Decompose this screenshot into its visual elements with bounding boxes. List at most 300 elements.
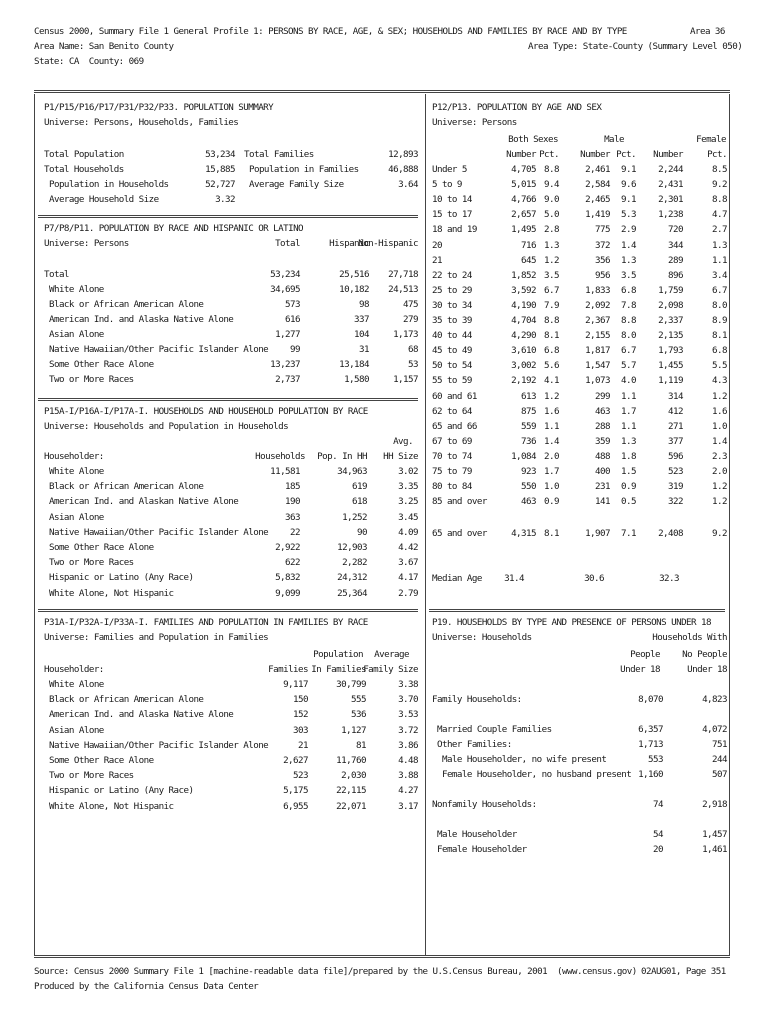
col-header-average-top: Average xyxy=(374,649,409,660)
age-male-number: 463 xyxy=(595,405,610,417)
age-both-number: 4,704 xyxy=(511,315,536,326)
age-male-number: 2,367 xyxy=(585,315,610,326)
age-both-number: 550 xyxy=(521,481,536,493)
hh-type-no-children: 4,823 xyxy=(702,694,727,705)
age-label: 65 and over xyxy=(432,528,487,539)
race-label: Two or More Races xyxy=(44,374,134,385)
age-label: 18 and 19 xyxy=(432,224,477,236)
age-male-pct: 9.6 xyxy=(621,179,636,191)
race-hispanic: 1,580 xyxy=(344,374,369,385)
age-both-pct: 8.8 xyxy=(544,315,559,326)
race-label: White Alone xyxy=(44,284,104,295)
fam-race-label: Some Other Race Alone xyxy=(44,755,154,766)
race-hispanic: 104 xyxy=(354,329,369,340)
age-label: 70 to 74 xyxy=(432,450,472,462)
section-title-fam-race: P31A-I/P32A-I/P33A-I. FAMILIES AND POPULATION IN FAMILIES BY RACE xyxy=(44,617,368,628)
age-female-number: 2,244 xyxy=(658,164,683,175)
hh-race-households: 11,581 xyxy=(270,466,300,477)
col-header-number-both: Number xyxy=(506,149,536,160)
col-header-number-female: Number xyxy=(653,149,683,160)
age-male-number: 1,073 xyxy=(585,375,610,387)
age-female-pct: 1.4 xyxy=(712,435,727,447)
race-total: 13,237 xyxy=(270,359,300,370)
age-both-number: 2,192 xyxy=(511,375,536,387)
age-label: 85 and over xyxy=(432,496,487,508)
age-female-pct: 8.8 xyxy=(712,194,727,206)
fam-race-families: 150 xyxy=(293,694,308,706)
fam-race-pop: 22,071 xyxy=(336,800,366,812)
age-male-number: 1,833 xyxy=(585,284,610,296)
age-both-pct: 5.0 xyxy=(544,209,559,221)
fam-race-families: 152 xyxy=(293,709,308,721)
fam-race-label: American Ind. and Alaska Native Alone xyxy=(44,709,234,721)
age-both-number: 3,592 xyxy=(511,284,536,296)
median-age-label: Median Age xyxy=(432,573,482,584)
hh-race-label: Hispanic or Latino (Any Race) xyxy=(44,572,194,584)
age-both-pct: 9.0 xyxy=(544,194,559,206)
hh-race-households: 22 xyxy=(290,526,300,538)
right-border xyxy=(729,94,730,956)
age-both-number: 1,495 xyxy=(511,224,536,236)
race-non-hispanic: 1,173 xyxy=(393,329,418,340)
divider-hh-race xyxy=(38,398,418,401)
age-male-number: 1,907 xyxy=(585,528,610,539)
hh-type-with-children: 54 xyxy=(653,829,663,840)
age-female-number: 412 xyxy=(668,405,683,417)
row-label-fam-householder: Householder: xyxy=(44,664,104,675)
age-both-number: 3,002 xyxy=(511,360,536,372)
hh-race-size: 4.09 xyxy=(398,526,418,538)
age-both-pct: 1.0 xyxy=(544,481,559,493)
hh-type-no-children: 1,461 xyxy=(702,844,727,855)
summary-label: Population in Families xyxy=(244,164,359,175)
universe-race: Universe: Persons xyxy=(44,238,129,249)
col-header-people: People xyxy=(630,649,660,660)
age-male-pct: 8.0 xyxy=(621,330,636,342)
fam-race-size: 4.27 xyxy=(398,785,418,797)
col-header-both-sexes: Both Sexes xyxy=(508,134,558,145)
age-male-number: 359 xyxy=(595,435,610,447)
age-male-pct: 5.7 xyxy=(621,360,636,372)
race-total: 34,695 xyxy=(270,284,300,295)
age-label: 5 to 9 xyxy=(432,179,462,191)
summary-label: Total Households xyxy=(44,164,124,175)
producer-note: Produced by the California Census Data Center xyxy=(34,981,259,992)
age-female-number: 314 xyxy=(668,390,683,402)
age-male-number: 488 xyxy=(595,450,610,462)
col-header-no-people: No People xyxy=(682,649,727,660)
age-both-pct: 1.2 xyxy=(544,390,559,402)
age-both-number: 1,084 xyxy=(511,450,536,462)
age-male-number: 2,584 xyxy=(585,179,610,191)
age-both-number: 559 xyxy=(521,420,536,432)
age-female-number: 2,135 xyxy=(658,330,683,342)
age-both-number: 4,290 xyxy=(511,330,536,342)
median-age-male: 30.6 xyxy=(584,573,604,584)
age-label: 75 to 79 xyxy=(432,466,472,477)
age-both-number: 4,315 xyxy=(511,528,536,539)
age-both-pct: 6.7 xyxy=(544,284,559,296)
row-label-householder: Householder: xyxy=(44,451,104,462)
age-both-pct: 2.8 xyxy=(544,224,559,236)
age-male-pct: 1.3 xyxy=(621,435,636,447)
summary-value: 46,888 xyxy=(388,164,418,175)
fam-race-label: Native Hawaiian/Other Pacific Islander Alone xyxy=(44,739,269,751)
age-label: 45 to 49 xyxy=(432,345,472,357)
age-male-number: 299 xyxy=(595,390,610,402)
col-header-non-hispanic: Non-Hispanic xyxy=(358,238,418,249)
age-both-number: 1,852 xyxy=(511,269,536,281)
age-label: 30 to 34 xyxy=(432,299,472,311)
hh-race-label: Black or African American Alone xyxy=(44,481,204,493)
summary-value: 15,885 xyxy=(205,164,235,175)
hh-race-pop: 24,312 xyxy=(337,572,367,584)
age-both-pct: 1.7 xyxy=(544,466,559,477)
fam-race-families: 9,117 xyxy=(283,679,308,690)
col-header-family-size: Family Size xyxy=(363,664,418,675)
age-both-pct: 4.1 xyxy=(544,375,559,387)
age-label: 80 to 84 xyxy=(432,481,472,493)
fam-race-families: 21 xyxy=(298,739,308,751)
hh-race-label: Two or More Races xyxy=(44,557,134,569)
age-female-pct: 9.2 xyxy=(712,528,727,539)
age-female-number: 720 xyxy=(668,224,683,236)
hh-type-no-children: 4,072 xyxy=(702,724,727,735)
race-non-hispanic: 24,513 xyxy=(388,284,418,295)
col-header-hispanic: Hispanic xyxy=(329,238,369,249)
age-male-pct: 6.8 xyxy=(621,284,636,296)
fam-race-label: Asian Alone xyxy=(44,724,104,736)
age-female-pct: 8.0 xyxy=(712,299,727,311)
age-both-pct: 9.4 xyxy=(544,179,559,191)
age-female-number: 1,119 xyxy=(658,375,683,387)
fam-race-families: 523 xyxy=(293,770,308,782)
age-label: 21 xyxy=(432,254,442,266)
col-header-households-with: Households With xyxy=(652,632,727,643)
age-both-pct: 6.8 xyxy=(544,345,559,357)
age-female-number: 2,337 xyxy=(658,315,683,326)
universe-hh-race: Universe: Households and Population in Households xyxy=(44,421,289,432)
divider-fam-race xyxy=(38,609,418,612)
col-header-pop-in-hh: Pop. In HH xyxy=(317,451,367,462)
age-male-number: 400 xyxy=(595,466,610,477)
hh-race-households: 185 xyxy=(285,481,300,493)
fam-race-size: 3.88 xyxy=(398,770,418,782)
fam-race-label: Hispanic or Latino (Any Race) xyxy=(44,785,194,797)
hh-race-size: 3.25 xyxy=(398,496,418,508)
area-number: Area 36 xyxy=(690,26,725,37)
age-label: 65 and 66 xyxy=(432,420,477,432)
age-label: Under 5 xyxy=(432,164,467,175)
age-female-pct: 1.2 xyxy=(712,390,727,402)
hh-type-with-children: 74 xyxy=(653,799,663,810)
col-header-female: Female xyxy=(696,134,726,145)
hh-type-with-children: 553 xyxy=(648,754,663,765)
age-male-pct: 1.1 xyxy=(621,390,636,402)
age-both-number: 4,766 xyxy=(511,194,536,206)
summary-value: 12,893 xyxy=(388,149,418,160)
age-female-pct: 1.2 xyxy=(712,481,727,493)
age-male-number: 2,465 xyxy=(585,194,610,206)
race-label: Native Hawaiian/Other Pacific Islander Alone xyxy=(44,344,269,355)
age-both-pct: 1.6 xyxy=(544,405,559,417)
hh-type-no-children: 507 xyxy=(712,769,727,780)
age-both-pct: 8.1 xyxy=(544,330,559,342)
age-label: 67 to 69 xyxy=(432,435,472,447)
fam-race-label: White Alone xyxy=(44,679,104,690)
age-label: 40 to 44 xyxy=(432,330,472,342)
race-label: Asian Alone xyxy=(44,329,104,340)
hh-race-pop: 618 xyxy=(352,496,367,508)
age-label: 50 to 54 xyxy=(432,360,472,372)
age-female-pct: 2.3 xyxy=(712,450,727,462)
race-label: Some Other Race Alone xyxy=(44,359,154,370)
age-female-number: 2,431 xyxy=(658,179,683,191)
age-both-number: 463 xyxy=(521,496,536,508)
col-header-under18-b: Under 18 xyxy=(687,664,727,675)
hh-race-size: 3.67 xyxy=(398,557,418,569)
area-type: Area Type: State-County (Summary Level 050) xyxy=(528,41,743,52)
divider-hh-type xyxy=(429,609,725,612)
summary-label: Population in Households xyxy=(44,179,169,190)
age-male-pct: 1.7 xyxy=(621,405,636,417)
summary-label: Total Population xyxy=(44,149,124,160)
age-female-pct: 6.7 xyxy=(712,284,727,296)
fam-race-size: 3.17 xyxy=(398,800,418,812)
race-hispanic: 31 xyxy=(359,344,369,355)
age-both-number: 736 xyxy=(521,435,536,447)
age-both-pct: 2.0 xyxy=(544,450,559,462)
age-male-pct: 4.0 xyxy=(621,375,636,387)
hh-type-label: Female Householder, no husband present xyxy=(432,769,632,780)
age-male-pct: 1.8 xyxy=(621,450,636,462)
age-female-number: 1,759 xyxy=(658,284,683,296)
age-female-number: 1,793 xyxy=(658,345,683,357)
age-both-pct: 1.2 xyxy=(544,254,559,266)
age-female-number: 319 xyxy=(668,481,683,493)
hh-type-no-children: 1,457 xyxy=(702,829,727,840)
age-female-number: 2,098 xyxy=(658,299,683,311)
fam-race-pop: 30,799 xyxy=(336,679,366,690)
age-both-number: 3,610 xyxy=(511,345,536,357)
fam-race-label: Black or African American Alone xyxy=(44,694,204,706)
col-header-population-top: Population xyxy=(313,649,363,660)
hh-type-with-children: 1,160 xyxy=(638,769,663,780)
summary-value: 3.64 xyxy=(398,179,418,190)
col-header-households: Households xyxy=(255,451,305,462)
age-both-number: 2,657 xyxy=(511,209,536,221)
age-female-number: 271 xyxy=(668,420,683,432)
age-female-number: 1,455 xyxy=(658,360,683,372)
age-male-pct: 1.1 xyxy=(621,420,636,432)
age-female-pct: 8.1 xyxy=(712,330,727,342)
age-female-pct: 8.5 xyxy=(712,164,727,175)
hh-race-label: White Alone, Not Hispanic xyxy=(44,587,174,599)
race-non-hispanic: 68 xyxy=(408,344,418,355)
hh-race-size: 3.45 xyxy=(398,511,418,523)
race-non-hispanic: 27,718 xyxy=(388,269,418,280)
universe-pop-summary: Universe: Persons, Households, Families xyxy=(44,117,239,128)
divider-race xyxy=(38,215,418,218)
age-male-pct: 1.3 xyxy=(621,254,636,266)
hh-type-with-children: 8,070 xyxy=(638,694,663,705)
age-male-pct: 1.4 xyxy=(621,239,636,251)
summary-label: Average Household Size xyxy=(44,194,159,205)
age-male-pct: 3.5 xyxy=(621,269,636,281)
age-female-pct: 6.8 xyxy=(712,345,727,357)
top-rule xyxy=(34,90,730,93)
age-male-number: 2,155 xyxy=(585,330,610,342)
age-label: 35 to 39 xyxy=(432,315,472,326)
age-female-pct: 1.0 xyxy=(712,420,727,432)
hh-race-label: Native Hawaiian/Other Pacific Islander Alone xyxy=(44,526,269,538)
age-female-number: 377 xyxy=(668,435,683,447)
age-female-number: 896 xyxy=(668,269,683,281)
age-male-pct: 2.9 xyxy=(621,224,636,236)
fam-race-pop: 536 xyxy=(351,709,366,721)
age-female-pct: 1.3 xyxy=(712,239,727,251)
age-both-number: 716 xyxy=(521,239,536,251)
age-male-number: 1,419 xyxy=(585,209,610,221)
age-female-pct: 5.5 xyxy=(712,360,727,372)
age-male-pct: 9.1 xyxy=(621,164,636,175)
age-male-number: 372 xyxy=(595,239,610,251)
age-both-pct: 0.9 xyxy=(544,496,559,508)
fam-race-pop: 81 xyxy=(356,739,366,751)
age-female-pct: 4.7 xyxy=(712,209,727,221)
age-male-number: 2,461 xyxy=(585,164,610,175)
age-female-number: 1,238 xyxy=(658,209,683,221)
age-male-pct: 1.5 xyxy=(621,466,636,477)
col-header-pct-male: Pct. xyxy=(616,149,636,160)
hh-type-label: Female Householder xyxy=(432,844,527,855)
hh-type-with-children: 20 xyxy=(653,844,663,855)
hh-race-pop: 12,903 xyxy=(337,542,367,553)
hh-race-pop: 34,963 xyxy=(337,466,367,477)
summary-value: 52,727 xyxy=(205,179,235,190)
hh-race-size: 4.17 xyxy=(398,572,418,584)
hh-race-pop: 1,252 xyxy=(342,511,367,523)
hh-type-label: Married Couple Families xyxy=(432,724,552,735)
fam-race-label: White Alone, Not Hispanic xyxy=(44,800,174,812)
hh-type-label: Nonfamily Households: xyxy=(432,799,537,810)
age-both-pct: 7.9 xyxy=(544,299,559,311)
col-header-under18-a: Under 18 xyxy=(620,664,660,675)
race-label: Total xyxy=(44,269,69,280)
age-both-number: 613 xyxy=(521,390,536,402)
age-female-number: 289 xyxy=(668,254,683,266)
hh-type-label: Family Households: xyxy=(432,694,522,705)
fam-race-pop: 11,760 xyxy=(336,755,366,766)
age-female-pct: 3.4 xyxy=(712,269,727,281)
age-female-pct: 1.2 xyxy=(712,496,727,508)
age-male-number: 1,817 xyxy=(585,345,610,357)
col-header-hh-size: HH Size xyxy=(383,451,418,462)
age-both-number: 923 xyxy=(521,466,536,477)
hh-race-label: White Alone xyxy=(44,466,104,477)
age-male-pct: 8.8 xyxy=(621,315,636,326)
col-header-in-families: In Families xyxy=(311,664,366,675)
age-male-number: 775 xyxy=(595,224,610,236)
fam-race-pop: 555 xyxy=(351,694,366,706)
hh-type-label: Male Householder xyxy=(432,829,517,840)
hh-race-households: 622 xyxy=(285,557,300,569)
age-male-number: 956 xyxy=(595,269,610,281)
age-female-number: 523 xyxy=(668,466,683,477)
age-male-number: 231 xyxy=(595,481,610,493)
age-female-pct: 2.0 xyxy=(712,466,727,477)
age-both-pct: 1.1 xyxy=(544,420,559,432)
race-total: 573 xyxy=(285,299,300,310)
age-female-number: 322 xyxy=(668,496,683,508)
age-male-pct: 0.9 xyxy=(621,481,636,493)
summary-value: 53,234 xyxy=(205,149,235,160)
age-male-pct: 6.7 xyxy=(621,345,636,357)
fam-race-families: 5,175 xyxy=(283,785,308,797)
age-label: 25 to 29 xyxy=(432,284,472,296)
race-hispanic: 337 xyxy=(354,314,369,325)
hh-race-households: 2,922 xyxy=(275,542,300,553)
age-female-number: 2,301 xyxy=(658,194,683,206)
summary-label: Average Family Size xyxy=(244,179,344,190)
hh-race-size: 3.02 xyxy=(398,466,418,477)
hh-race-size: 4.42 xyxy=(398,542,418,553)
source-note: Source: Census 2000 Summary File 1 [machine-readable data file]/prepared by the U.S.Census Bureau, 2001 (www.census.gov) xyxy=(34,966,637,977)
age-label: 15 to 17 xyxy=(432,209,472,221)
hh-type-no-children: 244 xyxy=(712,754,727,765)
hh-race-size: 3.35 xyxy=(398,481,418,493)
median-age-both: 31.4 xyxy=(504,573,524,584)
age-female-pct: 2.7 xyxy=(712,224,727,236)
col-header-total: Total xyxy=(275,238,300,249)
age-both-pct: 1.4 xyxy=(544,435,559,447)
fam-race-size: 3.72 xyxy=(398,724,418,736)
age-both-number: 4,190 xyxy=(511,299,536,311)
hh-type-with-children: 1,713 xyxy=(638,739,663,750)
universe-fam-race: Universe: Families and Population in Families xyxy=(44,632,269,643)
hh-race-households: 5,832 xyxy=(275,572,300,584)
age-label: 10 to 14 xyxy=(432,194,472,206)
age-label: 62 to 64 xyxy=(432,405,472,417)
hh-race-size: 2.79 xyxy=(398,587,418,599)
age-male-pct: 5.3 xyxy=(621,209,636,221)
age-male-pct: 9.1 xyxy=(621,194,636,206)
page-info: 02AUG01, Page 351 xyxy=(641,966,726,977)
race-label: Black or African American Alone xyxy=(44,299,204,310)
race-total: 2,737 xyxy=(275,374,300,385)
left-border xyxy=(34,94,35,956)
age-male-number: 1,547 xyxy=(585,360,610,372)
race-total: 99 xyxy=(290,344,300,355)
age-both-number: 4,705 xyxy=(511,164,536,175)
age-both-pct: 1.3 xyxy=(544,239,559,251)
race-total: 616 xyxy=(285,314,300,325)
race-non-hispanic: 53 xyxy=(408,359,418,370)
race-non-hispanic: 279 xyxy=(403,314,418,325)
col-header-avg: Avg. xyxy=(393,436,413,447)
hh-type-label: Other Families: xyxy=(432,739,512,750)
hh-race-households: 9,099 xyxy=(275,587,300,599)
fam-race-size: 3.70 xyxy=(398,694,418,706)
area-name: Area Name: San Benito County xyxy=(34,41,174,52)
age-male-number: 288 xyxy=(595,420,610,432)
age-both-pct: 5.6 xyxy=(544,360,559,372)
age-female-pct: 1.6 xyxy=(712,405,727,417)
age-both-pct: 3.5 xyxy=(544,269,559,281)
race-label: American Ind. and Alaska Native Alone xyxy=(44,314,234,325)
fam-race-families: 2,627 xyxy=(283,755,308,766)
section-title-hh-race: P15A-I/P16A-I/P17A-I. HOUSEHOLDS AND HOUSEHOLD POPULATION BY RACE xyxy=(44,406,368,417)
